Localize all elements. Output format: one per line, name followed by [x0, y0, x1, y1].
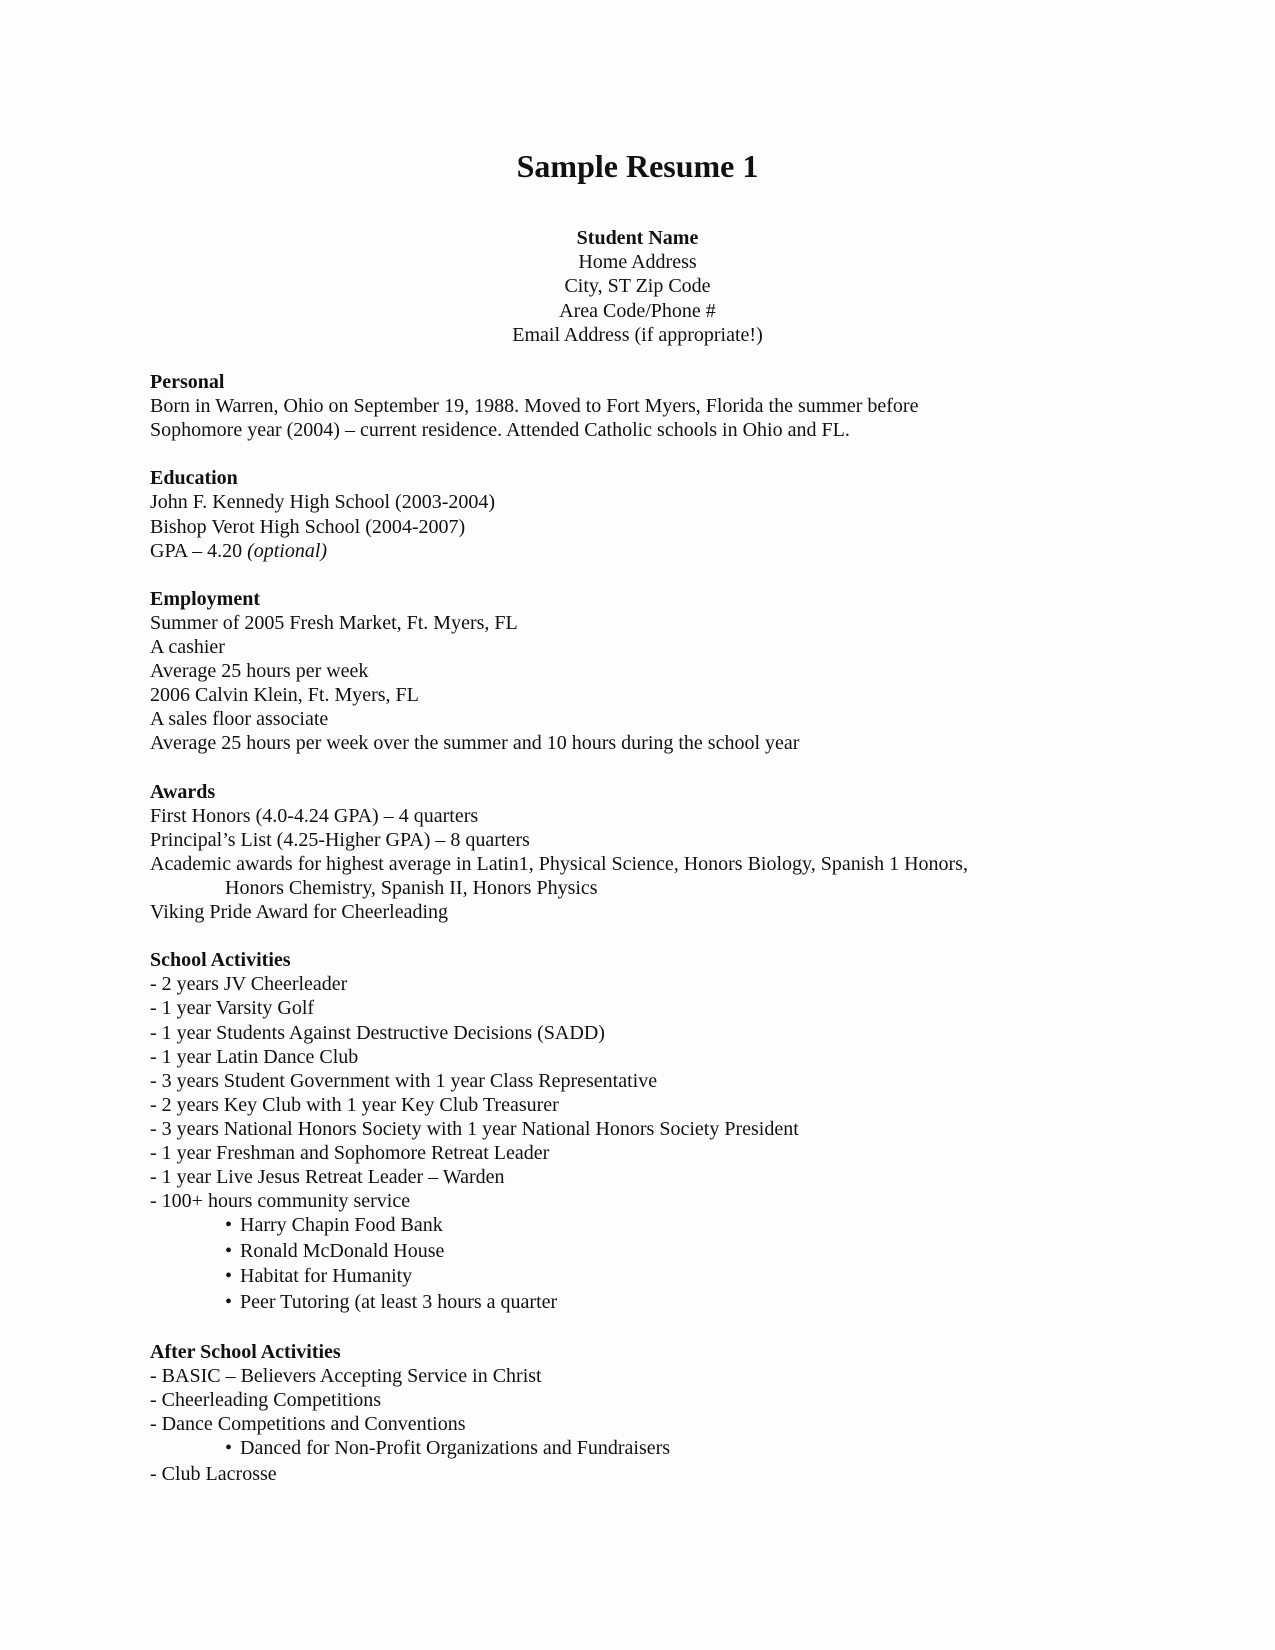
text-line: Sophomore year (2004) – current residence. Attended Catholic schools in Ohio and FL.: [150, 419, 850, 442]
bullet-icon: •: [225, 1291, 233, 1314]
list-item: - Club Lacrosse: [150, 1462, 277, 1485]
bullet-item: [150, 1264, 1150, 1290]
bullet-icon: •: [225, 1265, 233, 1288]
section-heading: Personal: [150, 371, 225, 393]
text-line: Average 25 hours per week over the summer and 10 hours during the school year: [150, 732, 800, 755]
bullet-item: [150, 1213, 1150, 1239]
resume-body: [150, 370, 1150, 1510]
employment-section: [150, 587, 1150, 756]
bullet-icon: •: [225, 1239, 233, 1262]
text-line: Viking Pride Award for Cheerleading: [150, 901, 448, 924]
education-section: [150, 466, 1150, 562]
after-school-section: [150, 1340, 1150, 1486]
list-item: - 2 years Key Club with 1 year Key Club Treasurer: [150, 1093, 559, 1116]
contact-block: [0, 226, 1275, 347]
bullet-icon: •: [225, 1214, 233, 1237]
gpa-line: [150, 539, 1150, 563]
list-item: - BASIC – Believers Accepting Service in Christ: [150, 1364, 542, 1387]
list-item: - 1 year Live Jesus Retreat Leader – Warden: [150, 1166, 505, 1189]
list-item: - Dance Competitions and Conventions: [150, 1413, 466, 1436]
text-line: A sales floor associate: [150, 708, 329, 731]
bullet-text: Peer Tutoring (at least 3 hours a quarter: [240, 1291, 558, 1314]
text-line: First Honors (4.0-4.24 GPA) – 4 quarters: [150, 804, 479, 827]
section-heading: Education: [150, 467, 238, 490]
bullet-text: Ronald McDonald House: [240, 1239, 445, 1262]
bullet-item: [150, 1436, 1150, 1462]
page-title: Sample Resume 1: [516, 148, 759, 184]
awards-section: [150, 780, 1150, 925]
gpa-note: (optional): [247, 539, 328, 562]
email-address: Email Address (if appropriate!): [512, 323, 763, 346]
bullet-text: Habitat for Humanity: [240, 1265, 413, 1288]
text-line: Principal’s List (4.25-Higher GPA) – 8 quarters: [150, 828, 530, 851]
list-item: - 1 year Latin Dance Club: [150, 1045, 359, 1068]
student-name: Student Name: [576, 227, 699, 249]
list-item: - 1 year Students Against Destructive Decisions (SADD): [150, 1021, 605, 1044]
list-item: - 100+ hours community service: [150, 1190, 411, 1213]
school-activities-section: [150, 948, 1150, 1315]
text-line: John F. Kennedy High School (2003-2004): [150, 491, 496, 514]
section-heading: Employment: [150, 587, 260, 610]
city-state-zip: City, ST Zip Code: [564, 275, 711, 298]
text-line: A cashier: [150, 636, 225, 659]
home-address: Home Address: [578, 251, 697, 274]
gpa-value: GPA – 4.20: [150, 539, 243, 562]
list-item: - 3 years Student Government with 1 year Class Representative: [150, 1069, 658, 1092]
list-item: - 1 year Varsity Golf: [150, 997, 315, 1020]
section-heading: School Activities: [150, 949, 291, 972]
section-heading: After School Activities: [150, 1340, 341, 1363]
bullet-item: [150, 1239, 1150, 1265]
list-item: - Cheerleading Competitions: [150, 1388, 382, 1411]
text-line-continuation: Honors Chemistry, Spanish II, Honors Physics: [225, 876, 598, 899]
text-line: Academic awards for highest average in Latin1, Physical Science, Honors Biology, Spanish 1 Honors,: [150, 852, 968, 875]
text-line: 2006 Calvin Klein, Ft. Myers, FL: [150, 684, 419, 707]
bullet-text: Harry Chapin Food Bank: [240, 1214, 443, 1237]
text-line: Summer of 2005 Fresh Market, Ft. Myers, FL: [150, 611, 518, 634]
phone-number: Area Code/Phone #: [559, 299, 716, 322]
bullet-text: Danced for Non-Profit Organizations and Fundraisers: [240, 1437, 671, 1460]
list-item: - 1 year Freshman and Sophomore Retreat Leader: [150, 1142, 550, 1164]
list-item: - 2 years JV Cheerleader: [150, 973, 348, 996]
personal-section: [150, 370, 1150, 442]
bullet-item: [150, 1290, 1150, 1316]
text-line: Average 25 hours per week: [150, 660, 369, 683]
text-line: Bishop Verot High School (2004-2007): [150, 515, 466, 538]
bullet-icon: •: [225, 1437, 233, 1460]
text-line: Born in Warren, Ohio on September 19, 1988. Moved to Fort Myers, Florida the summer before: [150, 395, 919, 418]
list-item: - 3 years National Honors Society with 1 year National Honors Society President: [150, 1117, 799, 1140]
section-heading: Awards: [150, 780, 216, 803]
